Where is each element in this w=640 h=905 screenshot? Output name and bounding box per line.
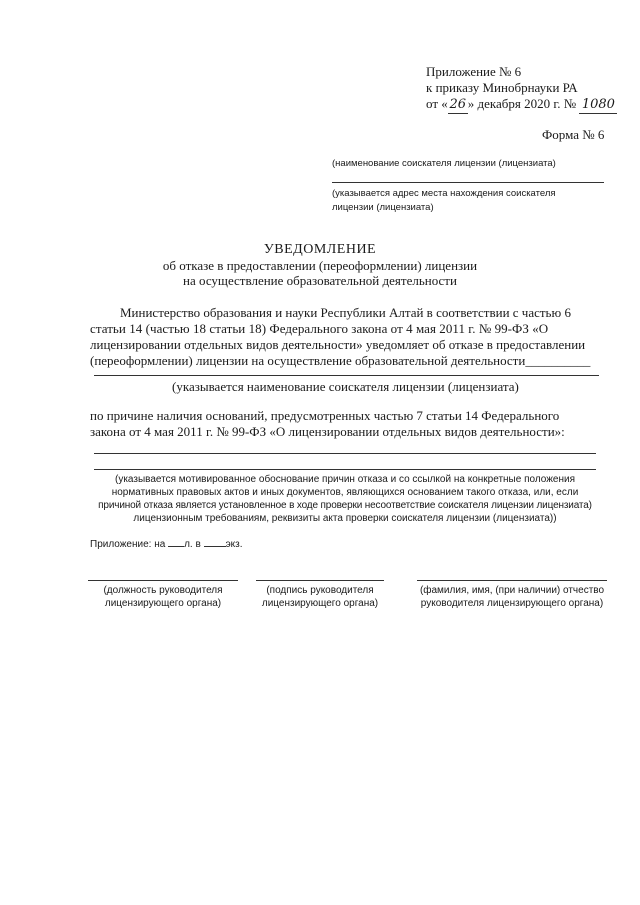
date-day: 26 — [449, 97, 467, 112]
appendix-number: Приложение № 6 — [426, 64, 522, 79]
position-caption-2: лицензирующего органа) — [104, 598, 222, 609]
attachment-copies-blank — [204, 546, 226, 547]
body-paragraph-2-line-2: закона от 4 мая 2011 г. № 99-ФЗ «О лицензировании отдельных видов деятельности»: — [90, 424, 565, 439]
form-number: Форма № 6 — [542, 127, 605, 142]
applicant-name-line-caption: (указывается наименование соискателя лицензии (лицензиата) — [172, 379, 519, 394]
fio-line — [417, 580, 607, 581]
appendix-order: к приказу Минобрнауки РА — [426, 80, 578, 95]
reason-line-1 — [94, 453, 596, 454]
body-paragraph-1-line-4: (переоформлении) лицензии на осуществление образовательной деятельности__________ — [90, 353, 591, 368]
date-mid: » декабря 2020 г. № — [467, 96, 580, 111]
applicant-address-line — [332, 182, 604, 183]
appendix-date — [426, 96, 617, 114]
document-subtitle-1: об отказе в предоставлении (переоформлении) лицензии — [162, 258, 478, 273]
body-paragraph-1-line-3: лицензировании отдельных видов деятельности» уведомляет об отказе в предоставлении — [90, 337, 586, 352]
attachment-suffix: экз. — [225, 539, 243, 550]
reason-line-2 — [94, 469, 596, 470]
date-prefix: от « — [426, 96, 448, 111]
applicant-address-caption-2: лицензии (лицензиата) — [332, 202, 434, 213]
reason-caption-4: лицензионным требованиям, реквизиты акта проверки соискателя лицензии (лицензиата)) — [133, 513, 557, 524]
signature-caption-2: лицензирующего органа) — [261, 598, 379, 609]
attachment-mid: л. в — [184, 539, 204, 550]
signature-caption-1: (подпись руководителя — [266, 585, 374, 596]
attachment-prefix: Приложение: на — [90, 539, 169, 550]
reason-caption-1: (указывается мотивированное обоснование причин отказа и со ссылкой на конкретные положения — [114, 474, 575, 485]
body-paragraph-1-line-1: Министерство образования и науки Республики Алтай в соответствии с частью 6 — [120, 305, 571, 320]
applicant-name-line — [94, 375, 599, 376]
fio-caption-2: руководителя лицензирующего органа) — [420, 598, 604, 609]
applicant-name-caption: (наименование соискателя лицензии (лицензиата) — [332, 158, 556, 169]
body-paragraph-1-line-2: статьи 14 (частью 18 статьи 18) Федерального закона от 4 мая 2011 г. № 99-ФЗ «О — [90, 321, 549, 336]
attachment-line — [90, 538, 243, 551]
position-line — [88, 580, 238, 581]
document-subtitle-2: на осуществление образовательной деятельности — [183, 273, 457, 288]
fio-caption-1: (фамилия, имя, (при наличии) отчество — [419, 585, 605, 596]
signature-line — [256, 580, 384, 581]
reason-caption-2: нормативных правовых актов и иных документов, являющихся основанием такого отказа, или, если — [111, 487, 579, 498]
position-caption-1: (должность руководителя — [103, 585, 223, 596]
applicant-address-caption-1: (указывается адрес места нахождения соискателя — [332, 188, 556, 199]
body-paragraph-2-line-1: по причине наличия оснований, предусмотренных частью 7 статьи 14 Федерального — [90, 408, 560, 423]
order-number: 1080 — [579, 97, 617, 114]
reason-caption-3: причиной отказа является установленное в ходе проверки несоответствие соискателя лицензии лицензиата) — [98, 500, 592, 511]
attachment-pages-blank — [168, 546, 184, 547]
document-title: УВЕДОМЛЕНИЕ — [263, 242, 377, 257]
